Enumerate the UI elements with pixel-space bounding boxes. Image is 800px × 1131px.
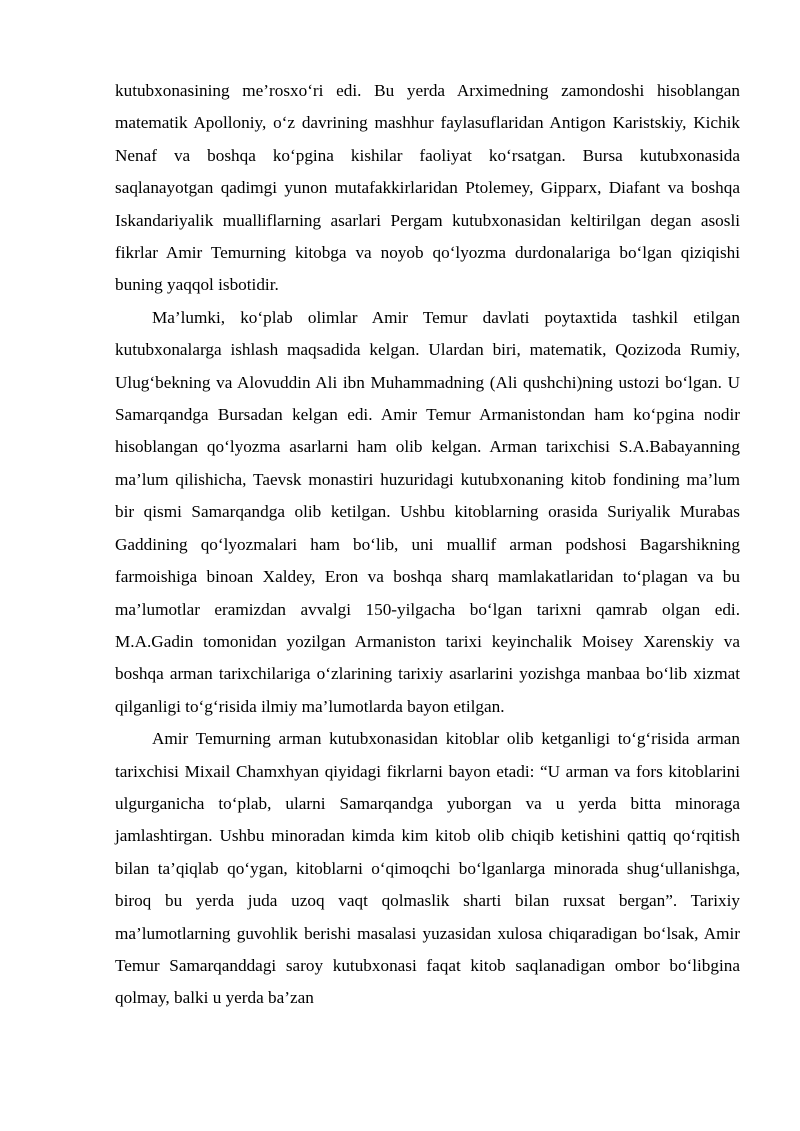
paragraph-3: Amir Temurning arman kutubxonasidan kitoblar olib ketganligi to‘g‘risida arman tarixchisi Mixail Chamxhyan qiyidagi fikrlarni bayon etadi: “U arman va fors kitoblarini ulgurganicha to‘plab, ularni Samarqandga yuborgan va u yerda bitta minoraga jamlashtirgan. Ushbu minoradan kimda kim kitob olib chiqib ketishini qattiq qo‘rqitish bilan ta’qiqlab qo‘ygan, kitoblarni o‘qimoqchi bo‘lganlarga minorada shug‘ullanishga, biroq bu yerda juda uzoq vaqt qolmaslik sharti bilan ruxsat bergan”. Tarixiy ma’lumotlarning guvohlik berishi masalasi yuzasidan xulosa chiqaradigan bo‘lsak, Amir Temur Samarqanddagi saroy kutubxonasi faqat kitob saqlanadigan ombor bo‘libgina qolmay, balki u yerda ba’zan [115, 729, 740, 1008]
document-page [115, 75, 740, 1015]
paragraph-2: Ma’lumki, ko‘plab olimlar Amir Temur davlati poytaxtida tashkil etilgan kutubxonalarga ishlash maqsadida kelgan. Ulardan biri, matematik, Qozizoda Rumiy, Ulug‘bekning va Alovuddin Ali ibn Muhammadning (Ali qushchi)ning ustozi bo‘lgan. U Samarqandga Bursadan kelgan edi. Amir Temur Armanistondan ham ko‘pgina nodir hisoblangan qo‘lyozma asarlarni ham olib kelgan. Arman tarixchisi S.A.Babayanning ma’lum qilishicha, Taevsk monastiri huzuridagi kutubxonaning kitob fondining ma’lum bir qismi Samarqandga olib ketilgan. Ushbu kitoblarning orasida Suriyalik Murabas Gaddining qo‘lyozmalari ham bo‘lib, uni muallif arman podshosi Bagarshikning farmoishiga binoan Xaldey, Eron va boshqa sharq mamlakatlaridan to‘plagan va bu ma’lumotlar eramizdan avvalgi 150-yilgacha bo‘lgan tarixni qamrab olgan edi. M.A.Gadin tomonidan yozilgan Armaniston tarixi keyinchalik Moisey Xarenskiy va boshqa arman tarixchilariga o‘zlarining tarixiy asarlarini yozishga manbaa bo‘lib xizmat qilganligi to‘g‘risida ilmiy ma’lumotlarda bayon etilgan. [115, 307, 740, 716]
paragraph-1: kutubxonasining me’rosxo‘ri edi. Bu yerda Arximedning zamondoshi hisoblangan matematik Apolloniy, o‘z davrining mashhur faylasuflaridan Antigon Karistskiy, Kichik Nenaf va boshqa ko‘pgina kishilar faoliyat ko‘rsatgan. Bursa kutubxonasida saqlanayotgan qadimgi yunon mutafakkirlaridan Ptolemey, Gipparx, Diafant va boshqa Iskandariyalik mualliflarning asarlari Pergam kutubxonasidan keltirilgan degan asosli fikrlar Amir Temurning kitobga va noyob qo‘lyozma durdonalariga bo‘lgan qiziqishi buning yaqqol isbotidir. [115, 81, 740, 295]
